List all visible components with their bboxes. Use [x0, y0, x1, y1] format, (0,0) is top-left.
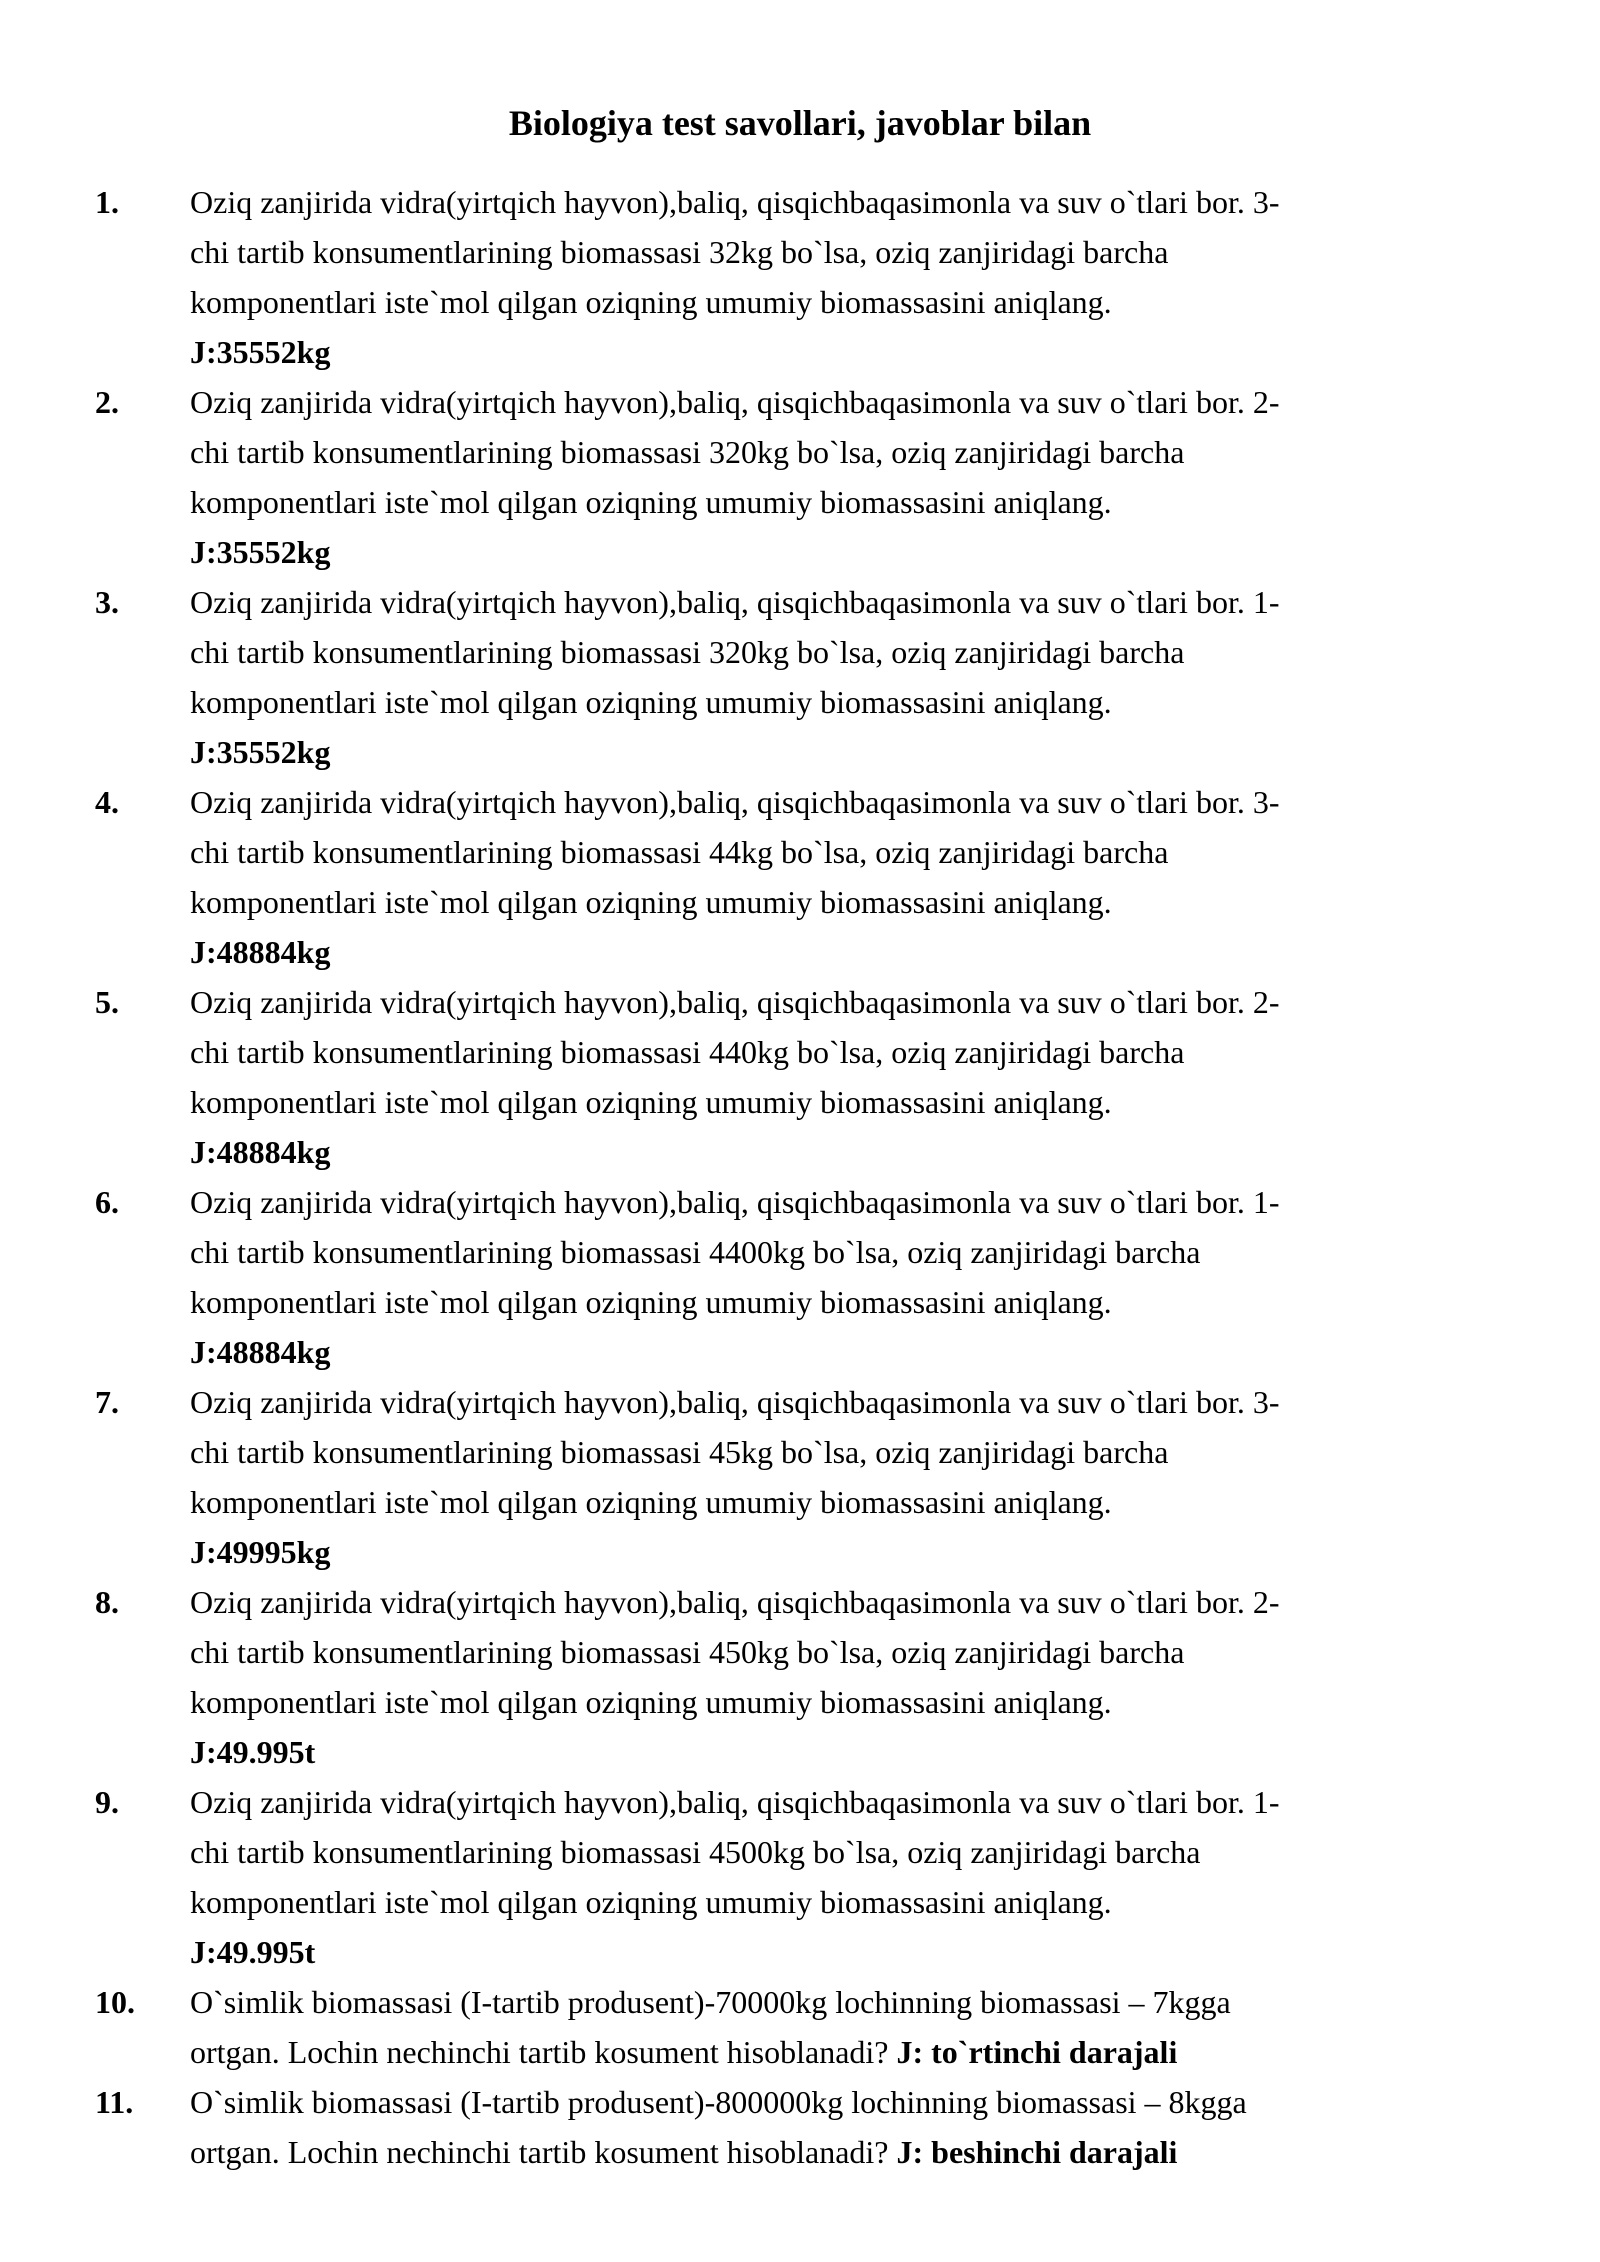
answer-text: J: to`rtinchi darajali: [896, 2034, 1178, 2070]
question-text-line: komponentlari iste`mol qilgan oziqning umumiy biomassasini aniqlang.: [190, 884, 1112, 920]
question-body: [190, 1977, 1600, 2077]
question-text-line: komponentlari iste`mol qilgan oziqning umumiy biomassasini aniqlang.: [190, 284, 1112, 320]
question-number: 9.: [95, 1784, 119, 1820]
question-text-line: [190, 2027, 1600, 2077]
answer-text: J:49995kg: [190, 1534, 331, 1570]
question-body: [190, 977, 1600, 1177]
question-text-line: chi tartib konsumentlarining biomassasi 320kg bo`lsa, oziq zanjiridagi barcha: [190, 634, 1185, 670]
question-text-line: Oziq zanjirida vidra(yirtqich hayvon),baliq, qisqichbaqasimonla va suv o`tlari bor. 1-: [190, 584, 1280, 620]
answer-text: J:35552kg: [190, 334, 331, 370]
question-text-line: chi tartib konsumentlarining biomassasi 44kg bo`lsa, oziq zanjiridagi barcha: [190, 834, 1169, 870]
question-text-line: chi tartib konsumentlarining biomassasi 450kg bo`lsa, oziq zanjiridagi barcha: [190, 1634, 1185, 1670]
question-text-line: Oziq zanjirida vidra(yirtqich hayvon),baliq, qisqichbaqasimonla va suv o`tlari bor. 2-: [190, 1584, 1280, 1620]
question-list: [0, 177, 1600, 2177]
question-number: 2.: [95, 384, 119, 420]
question-body: [190, 377, 1600, 577]
question-number: 3.: [95, 584, 119, 620]
answer-text: J:49.995t: [190, 1934, 316, 1970]
question-number: 6.: [95, 1184, 119, 1220]
question-text-line: chi tartib konsumentlarining biomassasi 320kg bo`lsa, oziq zanjiridagi barcha: [190, 434, 1185, 470]
question-text-line: komponentlari iste`mol qilgan oziqning umumiy biomassasini aniqlang.: [190, 1084, 1112, 1120]
question-item: [0, 377, 1600, 577]
document-title: Biologiya test savollari, javoblar bilan: [508, 103, 1092, 143]
question-text-line: Oziq zanjirida vidra(yirtqich hayvon),baliq, qisqichbaqasimonla va suv o`tlari bor. 2-: [190, 984, 1280, 1020]
question-number: 10.: [95, 1984, 135, 2020]
question-text-line: komponentlari iste`mol qilgan oziqning umumiy biomassasini aniqlang.: [190, 1484, 1112, 1520]
question-text-line: komponentlari iste`mol qilgan oziqning umumiy biomassasini aniqlang.: [190, 1884, 1112, 1920]
question-text-line: Oziq zanjirida vidra(yirtqich hayvon),baliq, qisqichbaqasimonla va suv o`tlari bor. 3-: [190, 784, 1280, 820]
question-body: [190, 1777, 1600, 1977]
question-text-line: Oziq zanjirida vidra(yirtqich hayvon),baliq, qisqichbaqasimonla va suv o`tlari bor. 3-: [190, 1384, 1280, 1420]
question-text-line: komponentlari iste`mol qilgan oziqning umumiy biomassasini aniqlang.: [190, 1684, 1112, 1720]
question-item: [0, 1377, 1600, 1577]
question-text-line: chi tartib konsumentlarining biomassasi 4500kg bo`lsa, oziq zanjiridagi barcha: [190, 1834, 1201, 1870]
question-number: 7.: [95, 1384, 119, 1420]
question-text: ortgan. Lochin nechinchi tartib kosument hisoblanadi?: [190, 2034, 897, 2070]
question-body: [190, 577, 1600, 777]
question-number: 1.: [95, 184, 119, 220]
question-body: [190, 777, 1600, 977]
answer-text: J:48884kg: [190, 1334, 331, 1370]
question-body: [190, 177, 1600, 377]
question-text-line: komponentlari iste`mol qilgan oziqning umumiy biomassasini aniqlang.: [190, 1284, 1112, 1320]
question-number: 4.: [95, 784, 119, 820]
question-text-line: chi tartib konsumentlarining biomassasi 440kg bo`lsa, oziq zanjiridagi barcha: [190, 1034, 1185, 1070]
question-text-line: komponentlari iste`mol qilgan oziqning umumiy biomassasini aniqlang.: [190, 684, 1112, 720]
answer-text: J:48884kg: [190, 934, 331, 970]
question-text-line: O`simlik biomassasi (I-tartib produsent)-800000kg lochinning biomassasi – 8kgga: [190, 2084, 1247, 2120]
question-item: [0, 577, 1600, 777]
answer-text: J:49.995t: [190, 1734, 316, 1770]
answer-text: J:35552kg: [190, 534, 331, 570]
question-number: 11.: [95, 2084, 134, 2120]
question-item: [0, 1777, 1600, 1977]
question-item: [0, 2077, 1600, 2177]
question-text-line: Oziq zanjirida vidra(yirtqich hayvon),baliq, qisqichbaqasimonla va suv o`tlari bor. 1-: [190, 1184, 1280, 1220]
question-text-line: chi tartib konsumentlarining biomassasi 32kg bo`lsa, oziq zanjiridagi barcha: [190, 234, 1169, 270]
question-body: [190, 1377, 1600, 1577]
answer-text: J: beshinchi darajali: [896, 2134, 1178, 2170]
question-number: 5.: [95, 984, 119, 1020]
answer-text: J:48884kg: [190, 1134, 331, 1170]
question-body: [190, 2077, 1600, 2177]
question-text-line: Oziq zanjirida vidra(yirtqich hayvon),baliq, qisqichbaqasimonla va suv o`tlari bor. 3-: [190, 184, 1280, 220]
question-item: [0, 977, 1600, 1177]
question-number: 8.: [95, 1584, 119, 1620]
question-body: [190, 1177, 1600, 1377]
answer-text: J:35552kg: [190, 734, 331, 770]
question-text-line: komponentlari iste`mol qilgan oziqning umumiy biomassasini aniqlang.: [190, 484, 1112, 520]
question-text-line: chi tartib konsumentlarining biomassasi 45kg bo`lsa, oziq zanjiridagi barcha: [190, 1434, 1169, 1470]
question-item: [0, 1577, 1600, 1777]
question-text: ortgan. Lochin nechinchi tartib kosument hisoblanadi?: [190, 2134, 897, 2170]
question-text-line: Oziq zanjirida vidra(yirtqich hayvon),baliq, qisqichbaqasimonla va suv o`tlari bor. 2-: [190, 384, 1280, 420]
question-item: [0, 177, 1600, 377]
question-text-line: chi tartib konsumentlarining biomassasi 4400kg bo`lsa, oziq zanjiridagi barcha: [190, 1234, 1201, 1270]
question-item: [0, 1977, 1600, 2077]
question-item: [0, 1177, 1600, 1377]
question-item: [0, 777, 1600, 977]
question-text-line: O`simlik biomassasi (I-tartib produsent)-70000kg lochinning biomassasi – 7kgga: [190, 1984, 1231, 2020]
question-body: [190, 1577, 1600, 1777]
question-text-line: [190, 2127, 1600, 2177]
question-text-line: Oziq zanjirida vidra(yirtqich hayvon),baliq, qisqichbaqasimonla va suv o`tlari bor. 1-: [190, 1784, 1280, 1820]
